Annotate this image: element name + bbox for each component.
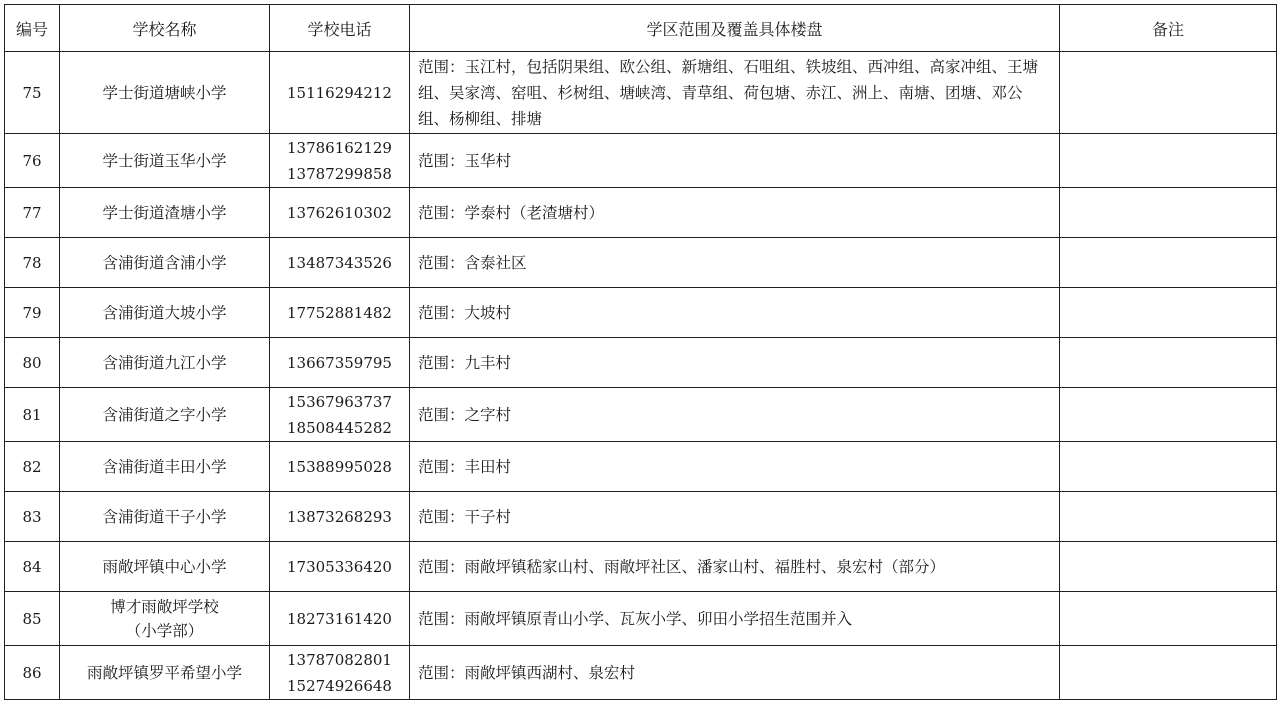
- header-school-name: 学校名称: [60, 5, 270, 52]
- table-row: [5, 492, 1277, 542]
- cell-school-name: [60, 542, 270, 592]
- cell-school-name: [60, 592, 270, 646]
- header-district-scope: 学区范围及覆盖具体楼盘: [410, 5, 1060, 52]
- cell-school-name: [60, 134, 270, 188]
- cell-notes: [1060, 188, 1277, 238]
- cell-school-phone: [270, 288, 410, 338]
- phone-number: 13667359795: [287, 353, 392, 372]
- table-row: [5, 442, 1277, 492]
- cell-district-scope: 范围：玉江村，包括阴果组、欧公组、新塘组、石咀组、铁坡组、西冲组、高家冲组、王塘组、吴家湾、窑咀、杉树组、塘峡湾、青草组、荷包塘、赤江、洲上、南塘、团塘、邓公组、杨柳组、排塘: [410, 52, 1060, 134]
- school-name-line: 含浦街道丰田小学: [102, 457, 227, 476]
- cell-notes: [1060, 646, 1277, 700]
- cell-school-phone: [270, 238, 410, 288]
- cell-id: 84: [5, 542, 60, 592]
- header-school-phone: 学校电话: [270, 5, 410, 52]
- cell-school-name: [60, 492, 270, 542]
- cell-district-scope: 范围：干子村: [410, 492, 1060, 542]
- table-row: [5, 52, 1277, 134]
- phone-number-secondary: 15274926648: [287, 676, 392, 695]
- cell-notes: [1060, 52, 1277, 134]
- table-row: [5, 388, 1277, 442]
- cell-school-phone: [270, 52, 410, 134]
- cell-school-name: [60, 646, 270, 700]
- phone-number: 17305336420: [287, 557, 392, 576]
- header-id: 编号: [5, 5, 60, 52]
- cell-notes: [1060, 288, 1277, 338]
- table-row: [5, 238, 1277, 288]
- school-name-line: 雨敞坪镇中心小学: [102, 557, 227, 576]
- cell-school-phone: [270, 542, 410, 592]
- cell-notes: [1060, 338, 1277, 388]
- cell-district-scope: 范围：丰田村: [410, 442, 1060, 492]
- phone-number: 15367963737: [287, 392, 392, 411]
- cell-id: 85: [5, 592, 60, 646]
- cell-id: 79: [5, 288, 60, 338]
- cell-notes: [1060, 388, 1277, 442]
- cell-school-name: [60, 188, 270, 238]
- phone-number: 13786162129: [287, 138, 392, 157]
- cell-district-scope: 范围：雨敞坪镇西湖村、泉宏村: [410, 646, 1060, 700]
- cell-school-name: [60, 52, 270, 134]
- school-name-subline: （小学部）: [125, 621, 204, 640]
- cell-district-scope: 范围：大坡村: [410, 288, 1060, 338]
- cell-id: 76: [5, 134, 60, 188]
- table-row: [5, 338, 1277, 388]
- cell-id: 80: [5, 338, 60, 388]
- cell-district-scope: 范围：九丰村: [410, 338, 1060, 388]
- table-row: [5, 646, 1277, 700]
- school-name-line: 博才雨敞坪学校: [110, 597, 219, 616]
- cell-id: 82: [5, 442, 60, 492]
- cell-id: 75: [5, 52, 60, 134]
- phone-number-secondary: 13787299858: [287, 164, 392, 183]
- phone-number: 13762610302: [287, 203, 392, 222]
- cell-school-phone: [270, 134, 410, 188]
- phone-number-secondary: 18508445282: [287, 418, 392, 437]
- cell-id: 77: [5, 188, 60, 238]
- cell-school-name: [60, 288, 270, 338]
- cell-school-name: [60, 442, 270, 492]
- cell-id: 81: [5, 388, 60, 442]
- cell-school-phone: [270, 388, 410, 442]
- cell-school-phone: [270, 442, 410, 492]
- school-name-line: 雨敞坪镇罗平希望小学: [86, 663, 242, 682]
- phone-number: 17752881482: [287, 303, 392, 322]
- phone-number: 13787082801: [287, 650, 392, 669]
- cell-notes: [1060, 134, 1277, 188]
- cell-notes: [1060, 592, 1277, 646]
- cell-notes: [1060, 442, 1277, 492]
- table-row: [5, 288, 1277, 338]
- cell-district-scope: 范围：雨敞坪镇原青山小学、瓦灰小学、卯田小学招生范围并入: [410, 592, 1060, 646]
- school-name-line: 含浦街道大坡小学: [102, 303, 227, 322]
- school-name-line: 学士街道玉华小学: [102, 151, 227, 170]
- phone-number: 13873268293: [287, 507, 392, 526]
- cell-school-phone: [270, 492, 410, 542]
- school-name-line: 学士街道渣塘小学: [102, 203, 227, 222]
- cell-district-scope: 范围：学泰村（老渣塘村）: [410, 188, 1060, 238]
- cell-id: 86: [5, 646, 60, 700]
- cell-notes: [1060, 542, 1277, 592]
- cell-district-scope: 范围：雨敞坪镇嵇家山村、雨敞坪社区、潘家山村、福胜村、泉宏村（部分）: [410, 542, 1060, 592]
- table-row: [5, 188, 1277, 238]
- school-name-line: 含浦街道之字小学: [102, 405, 227, 424]
- cell-district-scope: 范围：玉华村: [410, 134, 1060, 188]
- table-row: [5, 592, 1277, 646]
- cell-notes: [1060, 492, 1277, 542]
- cell-id: 78: [5, 238, 60, 288]
- cell-school-name: [60, 388, 270, 442]
- cell-school-phone: [270, 338, 410, 388]
- cell-school-name: [60, 238, 270, 288]
- phone-number: 15388995028: [287, 457, 392, 476]
- phone-number: 18273161420: [287, 609, 392, 628]
- cell-school-phone: [270, 188, 410, 238]
- table-row: [5, 134, 1277, 188]
- school-name-line: 含浦街道干子小学: [102, 507, 227, 526]
- phone-number: 15116294212: [287, 83, 392, 102]
- school-name-line: 含浦街道含浦小学: [102, 253, 227, 272]
- table-container: [4, 4, 1277, 700]
- school-district-table: [4, 4, 1277, 700]
- table-row: [5, 542, 1277, 592]
- cell-district-scope: 范围：含泰社区: [410, 238, 1060, 288]
- cell-school-phone: [270, 646, 410, 700]
- cell-id: 83: [5, 492, 60, 542]
- school-name-line: 学士街道塘峡小学: [102, 83, 227, 102]
- header-notes: 备注: [1060, 5, 1277, 52]
- cell-district-scope: 范围：之字村: [410, 388, 1060, 442]
- school-name-line: 含浦街道九江小学: [102, 353, 227, 372]
- cell-school-name: [60, 338, 270, 388]
- phone-number: 13487343526: [287, 253, 392, 272]
- cell-notes: [1060, 238, 1277, 288]
- cell-school-phone: [270, 592, 410, 646]
- table-header-row: [5, 5, 1277, 52]
